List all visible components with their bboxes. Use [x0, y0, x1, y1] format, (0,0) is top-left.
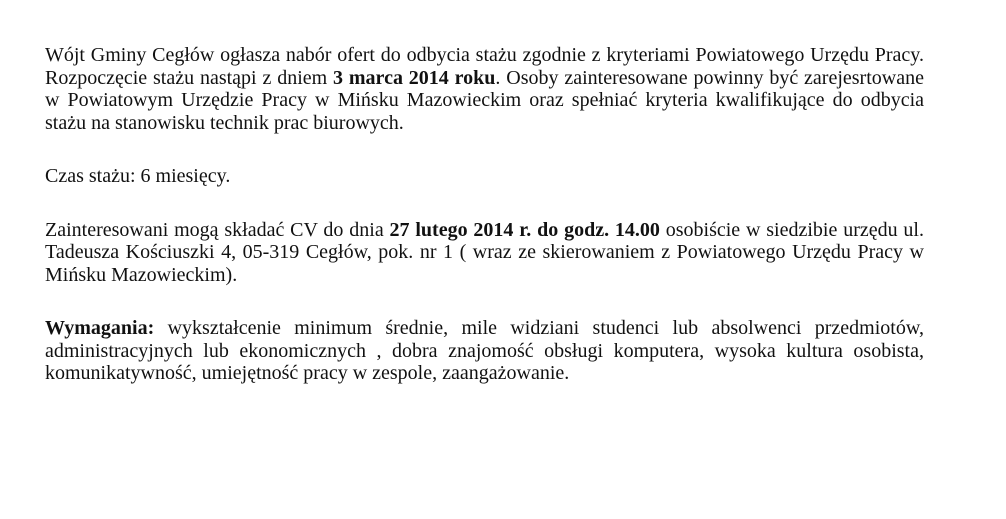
intro-text-2: . Osoby zainteresowane powinny być zarejesrtowane w Powiatowym Urzędzie Pracy w Mińsku Mazowieckim oraz spełniać kryteria kwalifikujące do odbycia stażu na stanowisku technik prac biurowych. [45, 66, 924, 134]
intro-text-1: Wójt Gminy Cegłów ogłasza nabór ofert do odbycia stażu zgodnie z kryteriami Powiatowego Urzędu Pracy. Rozpoczęcie stażu nastąpi z dniem [45, 44, 924, 89]
intro-paragraph [45, 44, 924, 134]
deadline: 27 lutego 2014 r. do godz. 14.00 [389, 218, 660, 241]
application-paragraph [45, 219, 924, 287]
start-date: 3 marca 2014 roku [333, 66, 496, 89]
duration-text: Czas stażu: 6 miesięcy. [45, 165, 231, 187]
document-body [45, 44, 924, 385]
requirements-paragraph [45, 317, 924, 385]
application-text-1: Zainteresowani mogą składać CV do dnia [45, 218, 390, 241]
requirements-label: Wymagania: [45, 317, 155, 339]
requirements-text: wykształcenie minimum średnie, mile widziani studenci lub absolwenci przedmiotów, administracyjnych lub ekonomicznych , dobra znajomość obsługi komputera, wysoka kultura osobista, komunikatywność, umiejętność pracy w zespole, zaangażowanie. [45, 317, 924, 384]
application-text-2: osobiście w siedzibie urzędu ul. Tadeusza Kościuszki 4, 05-319 Cegłów, pok. nr 1 ( wraz ze skierowaniem z Powiatowego Urzędu Pracy w Mińsku Mazowieckim). [45, 218, 924, 286]
duration-paragraph [45, 165, 924, 188]
